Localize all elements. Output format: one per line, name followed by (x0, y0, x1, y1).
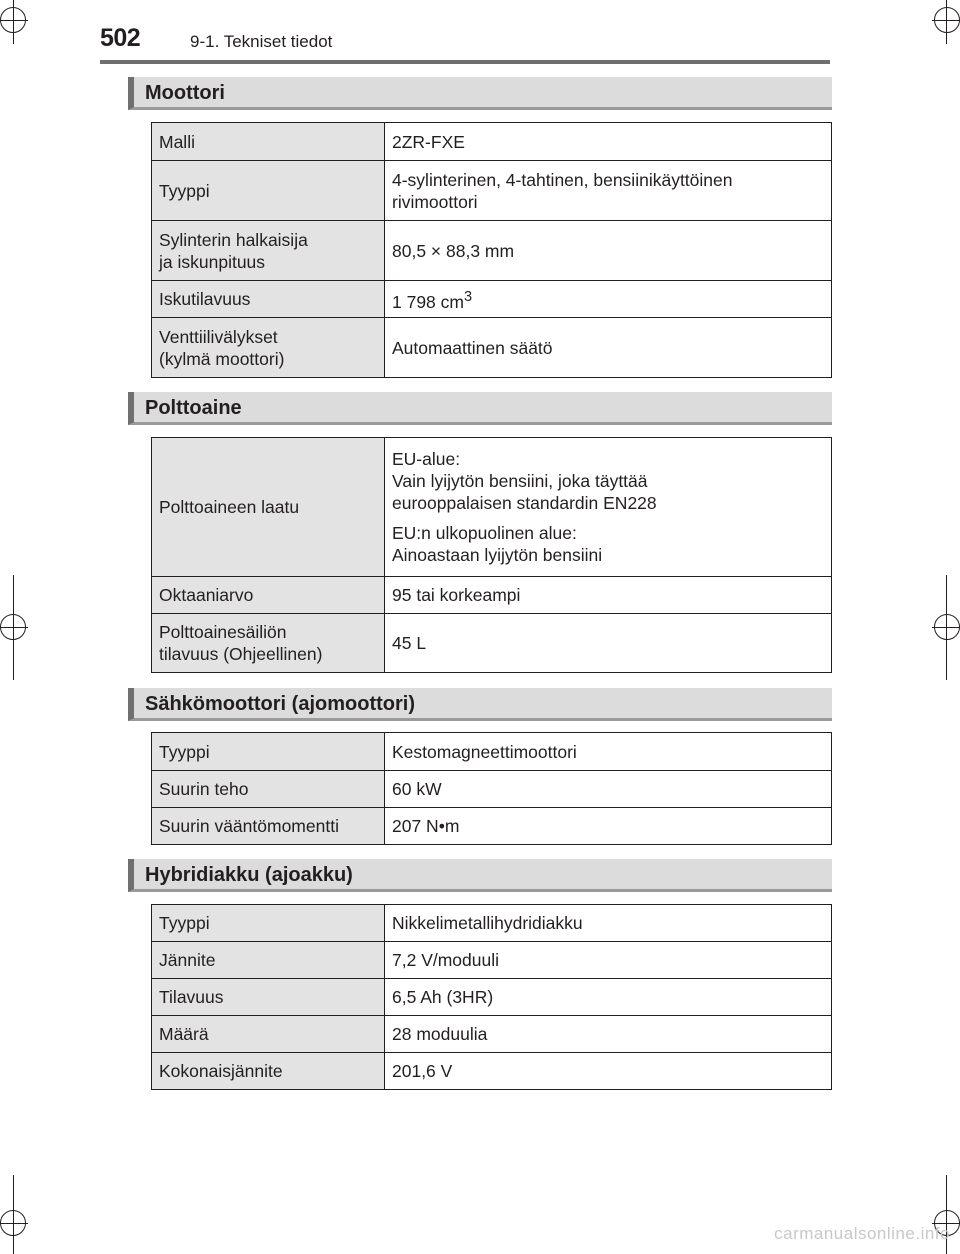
row-label: Tyyppi (152, 733, 385, 771)
table-row (152, 221, 832, 281)
row-label: Polttoainesäiliön tilavuus (Ohjeellinen) (152, 614, 385, 673)
row-label: Kokonaisjännite (152, 1053, 385, 1090)
row-label: Määrä (152, 1016, 385, 1053)
table-row (152, 438, 832, 577)
watermark: carmanualsonline.info (774, 1224, 950, 1243)
row-label: Suurin teho (152, 771, 385, 808)
row-value: 60 kW (385, 771, 832, 808)
row-value: 28 moduulia (385, 1016, 832, 1053)
row-label: Tyyppi (152, 161, 385, 221)
row-label: Oktaaniarvo (152, 577, 385, 614)
page-number: 502 (100, 24, 141, 52)
row-value: 201,6 V (385, 1053, 832, 1090)
spec-table-polttoaine (151, 437, 832, 673)
crop-mark-bottom-left (0, 1175, 30, 1254)
row-value: 2ZR-FXE (385, 123, 832, 161)
header-rule (100, 60, 830, 64)
row-label: Iskutilavuus (152, 281, 385, 318)
spec-table-hybridiakku (151, 904, 832, 1090)
fuel-quality-eu: EU-alue: Vain lyijytön bensiini, joka täyttää eurooppalaisen standardin EN228 (392, 449, 657, 513)
row-label: Jännite (152, 942, 385, 979)
row-label: Tyyppi (152, 905, 385, 942)
section-heading-polttoaine: Polttoaine (128, 392, 832, 425)
table-row (152, 905, 832, 942)
row-value: 80,5 × 88,3 mm (385, 221, 832, 281)
table-row (152, 1053, 832, 1090)
row-label: Sylinterin halkaisija ja iskunpituus (152, 221, 385, 281)
section-heading-sahkomoottori: Sähkömoottori (ajomoottori) (128, 688, 832, 721)
row-value: Kestomagneettimoottori (385, 733, 832, 771)
table-row (152, 281, 832, 318)
section-title: 9-1. Tekniset tiedot (190, 32, 333, 51)
spec-table-moottori (151, 122, 832, 378)
row-value: 95 tai korkeampi (385, 577, 832, 614)
table-row (152, 577, 832, 614)
row-label: Suurin vääntömomentti (152, 808, 385, 845)
row-value (385, 438, 832, 577)
row-value (385, 281, 832, 318)
table-row (152, 942, 832, 979)
table-row (152, 161, 832, 221)
table-row (152, 979, 832, 1016)
fuel-quality-non-eu: EU:n ulkopuolinen alue: Ainoastaan lyijytön bensiini (392, 523, 603, 565)
table-row (152, 1016, 832, 1053)
displacement-value: 1 798 cm (392, 291, 464, 312)
table-row (152, 123, 832, 161)
row-value: 45 L (385, 614, 832, 673)
row-value: Nikkelimetallihydridiakku (385, 905, 832, 942)
row-label: Tilavuus (152, 979, 385, 1016)
section-heading-hybridiakku: Hybridiakku (ajoakku) (128, 859, 832, 892)
table-row (152, 733, 832, 771)
table-row (152, 771, 832, 808)
crop-mark-mid-left (0, 575, 30, 680)
row-label: Malli (152, 123, 385, 161)
table-row (152, 318, 832, 378)
row-label: Venttiilivälykset (kylmä moottori) (152, 318, 385, 378)
displacement-unit-exponent: 3 (463, 288, 473, 305)
row-label: Polttoaineen laatu (152, 438, 385, 577)
table-row (152, 808, 832, 845)
row-value: 4-sylinterinen, 4-tahtinen, bensiinikäyttöinen rivimoottori (385, 161, 832, 221)
row-value: 6,5 Ah (3HR) (385, 979, 832, 1016)
crop-mark-top-left (0, 0, 30, 44)
crop-mark-top-right (930, 0, 960, 44)
row-value: Automaattinen säätö (385, 318, 832, 378)
section-heading-moottori: Moottori (128, 77, 832, 110)
table-row (152, 614, 832, 673)
row-value: 207 N•m (385, 808, 832, 845)
spec-table-sahkomoottori (151, 732, 832, 845)
row-value: 7,2 V/moduuli (385, 942, 832, 979)
crop-mark-mid-right (930, 575, 960, 680)
